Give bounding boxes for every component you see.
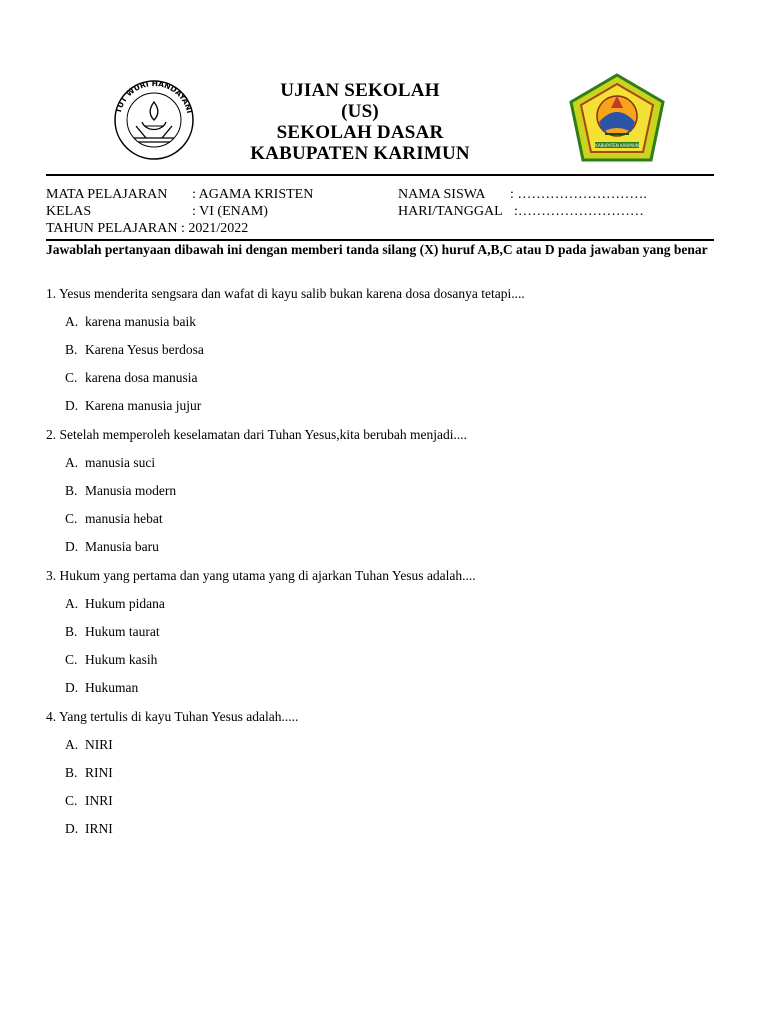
question-1: 1. Yesus menderita sengsara dan wafat di kayu salib bukan karena dosa dosanya tetapi.... <box>46 286 525 301</box>
question-3-option-c[interactable] <box>65 652 157 668</box>
kelas-row <box>46 204 268 220</box>
tahun-pelajaran-row <box>46 221 248 237</box>
option-text: karena manusia baik <box>85 314 196 329</box>
kabupaten-karimun-logo <box>567 72 667 164</box>
option-text: IRNI <box>85 821 113 836</box>
option-text: Hukum taurat <box>85 624 160 639</box>
question-4: 4. Yang tertulis di kayu Tuhan Yesus adalah..... <box>46 709 299 724</box>
option-letter: D. <box>65 539 79 554</box>
question-1-option-c[interactable] <box>65 370 197 386</box>
question-2-option-b[interactable] <box>65 483 176 499</box>
option-letter: D. <box>65 680 79 695</box>
option-letter: B. <box>65 483 78 498</box>
option-letter: C. <box>65 793 78 808</box>
option-letter: C. <box>65 370 78 385</box>
title-line-3: SEKOLAH DASAR <box>276 122 444 143</box>
option-text: Karena manusia jujur <box>85 398 202 413</box>
option-text: karena dosa manusia <box>85 370 198 385</box>
option-text: Manusia baru <box>85 539 159 554</box>
question-2-option-a[interactable] <box>65 455 155 471</box>
mata-pelajaran-value: : AGAMA KRISTEN <box>192 187 314 202</box>
tut-wuri-handayani-logo <box>106 74 202 160</box>
question-4-option-c[interactable] <box>65 793 113 809</box>
option-letter: B. <box>65 765 78 780</box>
nama-siswa-field[interactable]: : ………………………. <box>510 187 647 202</box>
question-4-option-a[interactable] <box>65 737 113 753</box>
question-3: 3. Hukum yang pertama dan yang utama yang di ajarkan Tuhan Yesus adalah.... <box>46 568 476 583</box>
option-text: Karena Yesus berdosa <box>85 342 204 357</box>
option-text: Hukum kasih <box>85 652 158 667</box>
option-text: Manusia modern <box>85 483 177 498</box>
instruction-text: Jawablah pertanyaan dibawah ini dengan memberi tanda silang (X) huruf A,B,C atau D pada jawaban yang benar <box>46 242 708 257</box>
tahun-pelajaran-label: TAHUN PELAJARAN <box>46 221 178 236</box>
question-2: 2. Setelah memperoleh keselamatan dari Tuhan Yesus,kita berubah menjadi.... <box>46 427 468 442</box>
svg-text:KABUPATEN KARIMUN: KABUPATEN KARIMUN <box>595 143 639 148</box>
question-2-option-c[interactable] <box>65 511 163 527</box>
option-letter: B. <box>65 342 78 357</box>
option-letter: C. <box>65 652 78 667</box>
option-letter: C. <box>65 511 78 526</box>
option-text: NIRI <box>85 737 113 752</box>
option-text: RINI <box>85 765 113 780</box>
question-4-option-d[interactable] <box>65 821 113 837</box>
question-1-option-d[interactable] <box>65 398 201 414</box>
option-letter: A. <box>65 737 79 752</box>
option-letter: A. <box>65 314 79 329</box>
question-1-option-b[interactable] <box>65 342 204 358</box>
question-3-option-a[interactable] <box>65 596 165 612</box>
header-divider <box>46 174 714 176</box>
kelas-label: KELAS <box>46 204 92 219</box>
option-text: INRI <box>85 793 113 808</box>
option-letter: D. <box>65 398 79 413</box>
option-text: Hukum pidana <box>85 596 165 611</box>
title-line-2: (US) <box>341 101 379 122</box>
option-text: manusia suci <box>85 455 156 470</box>
question-3-option-d[interactable] <box>65 680 138 696</box>
nama-siswa-label: NAMA SISWA <box>398 187 486 202</box>
option-letter: B. <box>65 624 78 639</box>
question-2-option-d[interactable] <box>65 539 159 555</box>
question-3-option-b[interactable] <box>65 624 160 640</box>
option-text: manusia hebat <box>85 511 163 526</box>
hari-tanggal-row <box>398 204 644 220</box>
nama-siswa-row <box>398 187 647 203</box>
mata-pelajaran-label: MATA PELAJARAN <box>46 187 168 202</box>
hari-tanggal-field[interactable]: :……………………… <box>514 204 644 219</box>
exam-title <box>220 80 500 164</box>
question-1-option-a[interactable] <box>65 314 196 330</box>
question-4-option-b[interactable] <box>65 765 113 781</box>
title-line-4: KABUPATEN KARIMUN <box>250 143 470 164</box>
option-text: Hukuman <box>85 680 139 695</box>
kelas-value: : VI (ENAM) <box>192 204 268 219</box>
option-letter: A. <box>65 455 79 470</box>
option-letter: A. <box>65 596 79 611</box>
svg-text:TUT WURI HANDAYANI: TUT WURI HANDAYANI <box>113 78 195 115</box>
hari-tanggal-label: HARI/TANGGAL <box>398 204 503 219</box>
mata-pelajaran-row <box>46 187 313 203</box>
title-line-1: UJIAN SEKOLAH <box>280 80 440 101</box>
tahun-pelajaran-value: : 2021/2022 <box>181 221 249 236</box>
option-letter: D. <box>65 821 79 836</box>
